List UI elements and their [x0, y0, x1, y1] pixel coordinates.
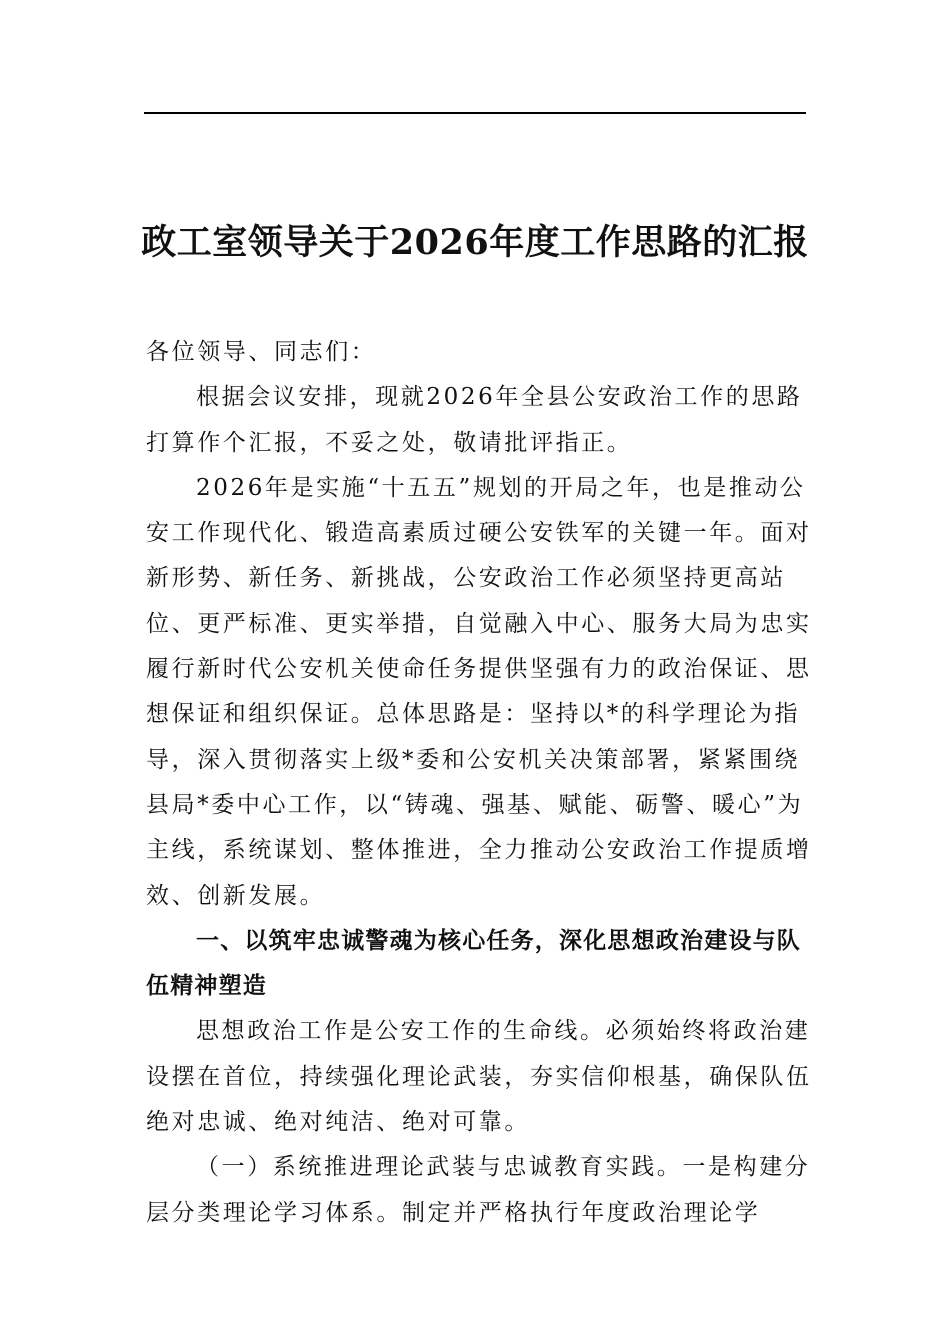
- salutation: 各位领导、同志们：: [146, 339, 377, 365]
- paragraph-intro: 根据会议安排，现就2026年全县公安政治工作的思路打算作个汇报，不妥之处，敬请批评指正。: [146, 384, 803, 456]
- paragraph-overview: 2026年是实施“十五五”规划的开局之年，也是推动公安工作现代化、锻造高素质过硬公安铁军的关键一年。面对新形势、新任务、新挑战，公安政治工作必须坚持更高站位、更严标准、更实举措，自觉融入中心、服务大局为忠实履行新时代公安机关使命任务提供坚强有力的政治保证、思想保证和组织保证。总体思路是：坚持以*的科学理论为指导，深入贯彻落实上级*委和公安机关决策部署，紧紧围绕县局*委中心工作，以“铸魂、强基、赋能、砺警、暖心”为主线，系统谋划、整体推进，全力推动公安政治工作提质增效、创新发展。: [146, 474, 812, 909]
- document-body: [146, 330, 818, 1236]
- section-one-paragraph: 思想政治工作是公安工作的生命线。必须始终将政治建设摆在首位，持续强化理论武装，夯实信仰根基，确保队伍绝对忠诚、绝对纯洁、绝对可靠。: [146, 1018, 812, 1136]
- section-one-heading: 一、以筑牢忠诚警魂为核心任务，深化思想政治建设与队伍精神塑造: [146, 927, 801, 1000]
- document-title: 政工室领导关于2026年度工作思路的汇报: [141, 222, 809, 264]
- header-rule: [144, 112, 806, 114]
- subsection-one-paragraph: （一）系统推进理论武装与忠诚教育实践。一是构建分层分类理论学习体系。制定并严格执行年度政治理论学: [146, 1154, 811, 1226]
